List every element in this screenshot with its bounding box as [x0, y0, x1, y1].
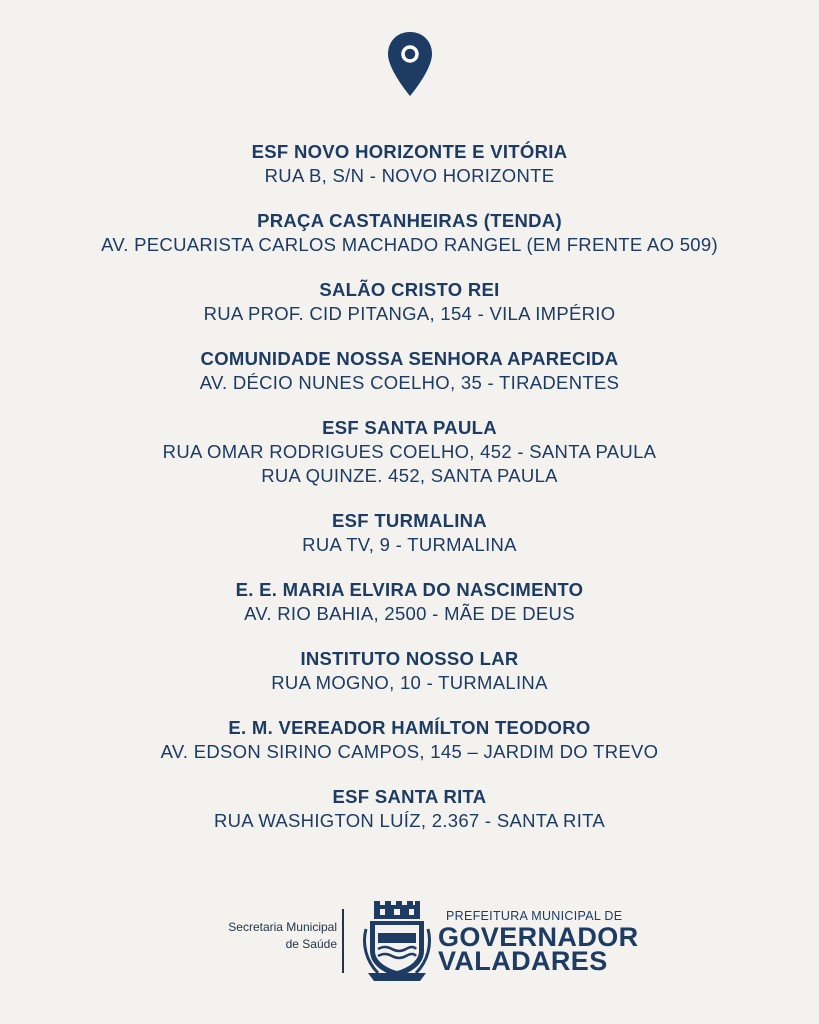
location-name: ESF SANTA RITA — [332, 786, 487, 807]
location-name: COMUNIDADE NOSSA SENHORA APARECIDA — [200, 348, 619, 369]
location-item — [0, 416, 819, 488]
location-name: E. E. MARIA ELVIRA DO NASCIMENTO — [235, 579, 584, 600]
location-item — [0, 716, 819, 764]
location-item — [0, 278, 819, 326]
location-name: ESF SANTA PAULA — [322, 417, 497, 438]
secretaria-saude-logo — [228, 919, 337, 953]
city-name-line-1: GOVERNADOR — [438, 922, 639, 952]
location-item — [0, 209, 819, 257]
location-address: RUA MOGNO, 10 - TURMALINA — [271, 672, 548, 693]
location-address: RUA QUINZE. 452, SANTA PAULA — [261, 465, 558, 486]
location-name: INSTITUTO NOSSO LAR — [300, 648, 519, 669]
location-item — [0, 347, 819, 395]
locations-list — [0, 140, 819, 854]
location-item — [0, 140, 819, 188]
location-item — [0, 647, 819, 695]
location-name: E. M. VEREADOR HAMÍLTON TEODORO — [228, 717, 591, 738]
footer-divider — [342, 909, 344, 973]
city-name-line-2: VALADARES — [438, 946, 608, 976]
location-address: RUA OMAR RODRIGUES COELHO, 452 - SANTA PAULA — [162, 441, 657, 462]
map-pin-icon — [386, 30, 434, 98]
secretaria-line-2: de Saúde — [285, 937, 337, 951]
location-address: AV. PECUARISTA CARLOS MACHADO RANGEL (EM FRENTE AO 509) — [101, 234, 718, 255]
location-address: AV. RIO BAHIA, 2500 - MÃE DE DEUS — [244, 603, 575, 624]
location-address: RUA B, S/N - NOVO HORIZONTE — [264, 165, 555, 186]
location-address: RUA PROF. CID PITANGA, 154 - VILA IMPÉRIO — [203, 303, 616, 324]
location-address: AV. EDSON SIRINO CAMPOS, 145 – JARDIM DO TREVO — [160, 741, 659, 762]
prefeitura-label: PREFEITURA MUNICIPAL DE — [446, 909, 623, 923]
location-address: RUA WASHIGTON LUÍZ, 2.367 - SANTA RITA — [213, 810, 606, 831]
location-address: RUA TV, 9 - TURMALINA — [302, 534, 517, 555]
secretaria-line-1: Secretaria Municipal — [228, 920, 337, 934]
footer-logos — [0, 895, 819, 985]
location-name: ESF TURMALINA — [332, 510, 487, 531]
location-item — [0, 785, 819, 833]
location-name: SALÃO CRISTO REI — [319, 279, 500, 300]
city-crest-icon — [360, 899, 434, 983]
location-item — [0, 578, 819, 626]
location-name: ESF NOVO HORIZONTE E VITÓRIA — [251, 141, 568, 162]
location-name: PRAÇA CASTANHEIRAS (TENDA) — [257, 210, 562, 231]
location-address: AV. DÉCIO NUNES COELHO, 35 - TIRADENTES — [199, 372, 620, 393]
location-item — [0, 509, 819, 557]
